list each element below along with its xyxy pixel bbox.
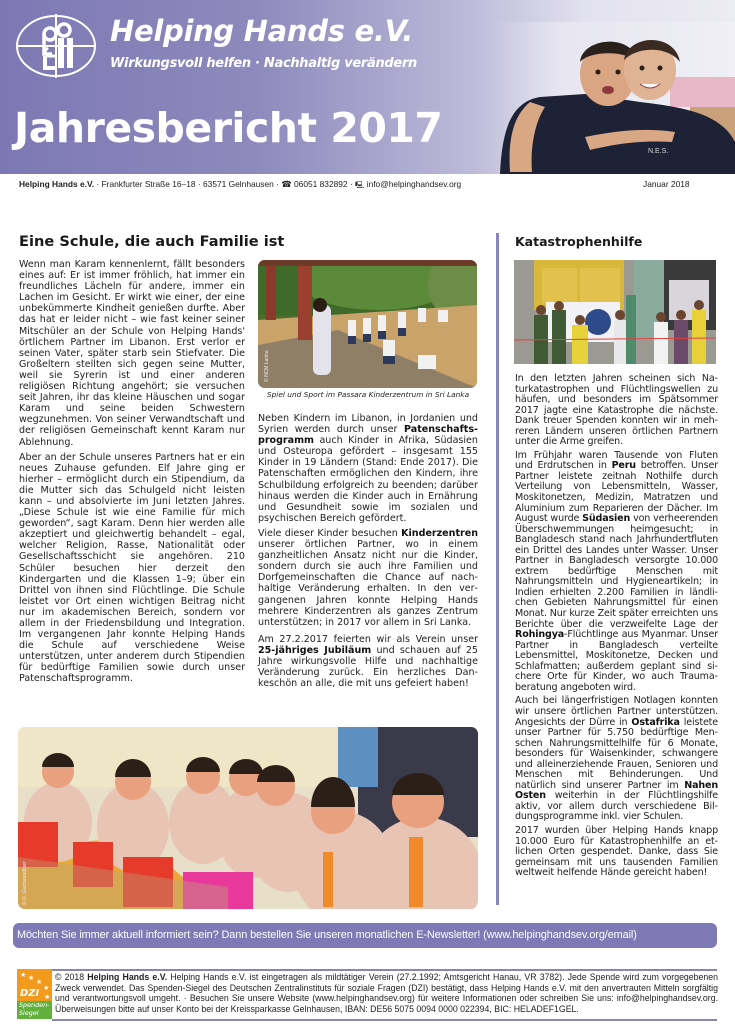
text-span: unserer örtlichen Partner, wo in einem ganzheitlichen Ansatz nicht nur die Kinder, sondern durch sie auch ihre Familien und Dorfgemeinschaften die Chance auf nachhaltige Veränderung erhalten. In den vergangenen Jahren konnte Helping Hands mehrere Kinderzentren als ganzes Zentrum unterstützen; in 2017 vor allem in Sri Lanka. (258, 539, 478, 628)
article-school-heading: Eine Schule, die auch Familie ist (19, 233, 285, 250)
article-paragraph: In den letzten Jahren scheinen sich Naturkatastrophen und Flüchtlingswellen zu häufen, und besonders im Spätsommer 2017 jagte eine Katastrophe die nächste. Dank treuer Spenden konnten wir in mehreren Ländern unseren örtlichen Partnern unter die Arme greifen. (515, 373, 718, 448)
photo-relief-graphic (514, 260, 716, 364)
text-span: Viele dieser Kinder besuchen (258, 527, 402, 539)
text-span: weiterhin in der Flüchtlingshilfe aktiv, vor allem durch verschiedene Bildungsprogramme inkl. vier Schulen. (515, 790, 718, 823)
report-date: Januar 2018 (643, 179, 690, 189)
footer-org: Helping Hands e.V. (87, 972, 168, 982)
text-span: von verheerenden Überschwemmungen heimgesucht; in Bangladesch stand nach Jahrhundertfluten ein Drittel des Landes unter Wasser. Unser Partner in Bangladesch versorgte 10.000 extrem bedürftige Menschen mit Nahrungsmitteln und Hygieneartikeln; in Indien erhielten 2.200 Familien in ländlichen Gebieten Nahrungsmittel für einen Monat. Nur kurze Zeit später erreichten uns Berichte über die verzweifelte Lage der (515, 513, 718, 630)
text-span: betroffen. Unser Partner leistete zeitnah Nothilfe durch Verteilung von Lebensmitteln, Wasser, Moskitonetzen, Medizin, Matratzen und Aluminium zum Reparieren der Dächer. Im August wurde (515, 460, 719, 525)
footer-legal-text (55, 972, 718, 1014)
contact-line (19, 179, 461, 192)
dzi-seal-logo (17, 969, 52, 1019)
email-icon: 🖳 (355, 182, 365, 189)
text-span: Neben Kindern im Libanon, in Jordanien und Syrien werden durch unser (258, 413, 478, 436)
text-span: auch Kinder in Afrika, Südasien und Osteuropa gefördert – insgesamt 155 Kinder in 19 Ländern (Stand: Ende 2017). Die Patenschaften ermöglichen den Kindern, ihre Schulbildung erfolgreich zu beenden; darüber hinaus werden die Kinder auch in Ernährung und Gesundheit sowie im sozialen und psychischen Bereich gefördert. (258, 435, 478, 524)
contact-phone[interactable]: 06051 832892 · (291, 179, 356, 189)
org-tagline: Wirkungsvoll helfen · Nachhaltig verändern (110, 56, 418, 71)
photo-classroom-graphic (18, 727, 478, 909)
newsletter-banner[interactable]: Möchten Sie immer aktuell informiert sein? Dann bestellen Sie unseren monatlichen E-Newsletter! (www.helpinghandsev.org/email) (13, 923, 717, 948)
photo-credit: © D. Gschwandtner (22, 861, 28, 905)
star-icon: ★ (28, 974, 35, 982)
contact-email[interactable]: info@helpinghandsev.org (364, 179, 462, 189)
dzi-seal-text: Spenden-Siegel (19, 1001, 50, 1017)
star-icon: ★ (44, 993, 51, 1001)
article-disaster-column (515, 374, 718, 882)
dzi-label: DZI (20, 988, 40, 999)
footer-body: Helping Hands e.V. ist eingetragen als mildtätiger Verein (27.2.1992; Amtsgericht Hanau, VR 3782). Jede Spende wird zum vorgegebenen Zweck verwendet. Das Spenden-Siegel des Deutschen Zentralinstituts für soziale Fragen (DZI) bestätigt, dass Helping Hands e.V. mit den anvertrauten Mitteln sorgfältig und verantwortungsvoll umgeht. · Besuchen Sie unsere Website (www.helpinghandsev.org) für weitere Informationen oder schreiben Sie uns: info@helpinghandsev.org. Überweisungen bitte auf unser Konto bei der Kreissparkasse Gelnhausen, IBAN: DE56 5075 0094 0000 022394, BIC: HELADEF1GEL. (55, 972, 718, 1014)
text-span: und schauen auf 25 Jahre wirkungsvolle Hilfe und nachhaltige Veränderung zurück. Ein herzliches Dankeschön an alle, die mit uns gefeiert haben! (258, 644, 479, 690)
column-divider (496, 233, 499, 905)
photo-caption: Spiel und Sport im Passara Kinderzentrum in Sri Lanka (266, 390, 470, 399)
text-span: Im Frühjahr waren Tausende von Fluten und Erdrutschen in (515, 449, 718, 472)
highlight-ostafrika: Ostafrika (631, 716, 680, 728)
text-span: Am 27.2.2017 feierten wir als Verein unser (258, 633, 478, 645)
star-icon: ★ (20, 971, 27, 979)
org-name: Helping Hands e.V. (110, 14, 413, 48)
highlight-suedasien: Südasien (582, 513, 631, 525)
article-paragraph (515, 696, 718, 823)
copyright: © 2018 (55, 972, 88, 982)
footer-rule-bottom (52, 1019, 717, 1021)
article-paragraph: Aber an der Schule unseres Partners hat er ein neues Zuhause gefunden. Elf Jahre ging er hierher – ermöglicht durch ein Stipendium, da die Mutter sich das Schulgeld nicht leisten kann – und absolvierte im Juni letzten Jahres. „Diese Schule ist wie eine Familie für mich geworden“, sagt Karam. Denn hier werden alle akzeptiert und gleichwertig behandelt – egal, welcher Religion, Rasse, Nationalität oder Gesellschaftsschicht sie angehören. 210 Schüler besuchen hier derzeit den Kindergarten und die Klassen 1–9; über ein Drittel von ihnen sind Flüchtlinge. Die Schule leistet vor Ort einen wichtigen Beitrag nicht nur im akademischen Bereich, sondern vor allem in der Friedensbildung und Integration. Im vergangenen Jahr konnte Helping Hands die Schule auf verschiedene Weise unterstützen, unter anderem durch Stipendien für bedürftige Familien sowie durch unser Patenschaftsprogramm. (19, 451, 245, 685)
children-in-classroom-photo (18, 727, 478, 909)
highlight-rohingya: Rohingya (515, 629, 565, 641)
contact-org: Helping Hands e.V. (19, 179, 95, 189)
article-paragraph: 2017 wurden über Helping Hands knapp 10.000 Euro für Katastrophenhilfe an etlichen Orten gespendet. Danke, dass Sie gemeinsam mit uns tausenden Familien weltweit helfende Hände gereicht haben! (515, 824, 718, 879)
header-banner (0, 0, 735, 174)
relief-distribution-photo (514, 260, 716, 364)
highlight-naher-osten: Nahen Osten (515, 779, 718, 802)
report-title: Jahresbericht 2017 (14, 104, 443, 152)
highlight-kinderzentren: Kinderzentren (401, 527, 478, 539)
shirt-text: N.E.S. (648, 148, 669, 155)
two-boys-hugging-photo (490, 22, 735, 174)
text-span: -Flüchtlinge aus Myanmar. Unser Partner in Bangladesch verteilte Lebensmittel, Moskitonetze, Decken und Schlafmatten; außerdem geplant sind sichere Orte für Kinder, wo auch Traumaberatung angeboten wird. (515, 629, 718, 693)
article-paragraph: Wenn man Karam kennenlernt, fällt besonders eines auf: Er ist immer fröhlich, hat immer ein freundliches Lächeln für andere, immer ein Lachen im Gesicht. Er wirkt wie einer, der eine unbekümmerte Kindheit genießen durfte. Aber das hat er leider nicht – wie fast keiner seiner Mitschüler an der Schule von Helping Hands' örtlichem Partner im Libanon. Erst verlor er seinen Vater, später starb sein Stiefvater. Die Großeltern stellten sich gegen seine Mutter, weil sie Syrerin ist und einer anderen religiösen Richtung angehört; sie versuchen seit Jahren, ihr das kleine Häuschen und sogar Karam und seine beiden Schwestern wegzunehmen. Von seiner Verwandtschaft und der religiösen Gemeinschaft kennt Karam nur Ablehnung. (19, 259, 245, 448)
article-paragraph (258, 413, 478, 524)
highlight-patenschaftsprogramm: Patenschaftsprogramm (258, 424, 478, 447)
phone-icon: ☎ (281, 179, 292, 189)
article-paragraph (258, 634, 478, 689)
star-icon: ★ (43, 984, 50, 992)
children-playing-sri-lanka-photo (258, 260, 477, 388)
footer-rule-top (52, 969, 717, 971)
photo-credit: © NCM Lanka (264, 350, 270, 382)
article-school-column-2 (258, 413, 478, 693)
helping-hands-logo-icon (14, 12, 98, 80)
article-disaster-heading: Katastrophenhilfe (515, 234, 643, 249)
highlight-peru: Peru (611, 460, 636, 472)
contact-address: · Frankfurter Straße 16–18 · 63571 Gelnhausen · (94, 179, 282, 189)
article-school-column-1 (19, 259, 245, 689)
text-span: Auch bei längerfristigen Notlagen konnten wir unsere örtlichen Partner unterstützen. Angesichts der Dürre in (515, 695, 718, 728)
star-icon: ★ (36, 978, 43, 986)
highlight-jubilaeum: 25-jähriges Jubiläum (258, 644, 372, 656)
photo-srilanka-graphic (258, 260, 477, 388)
article-paragraph (515, 451, 718, 694)
article-paragraph (258, 528, 478, 628)
text-span: leistete unser Partner für 5.750 bedürftige Menschen Nahrungsmittelhilfe für 6 Monate, besonders für Waisenkinder, schwangere und alleinerziehende Frauen, Senioren und Menschen mit Behinderungen. Und natürlich sind unserer Partner im (515, 716, 718, 791)
